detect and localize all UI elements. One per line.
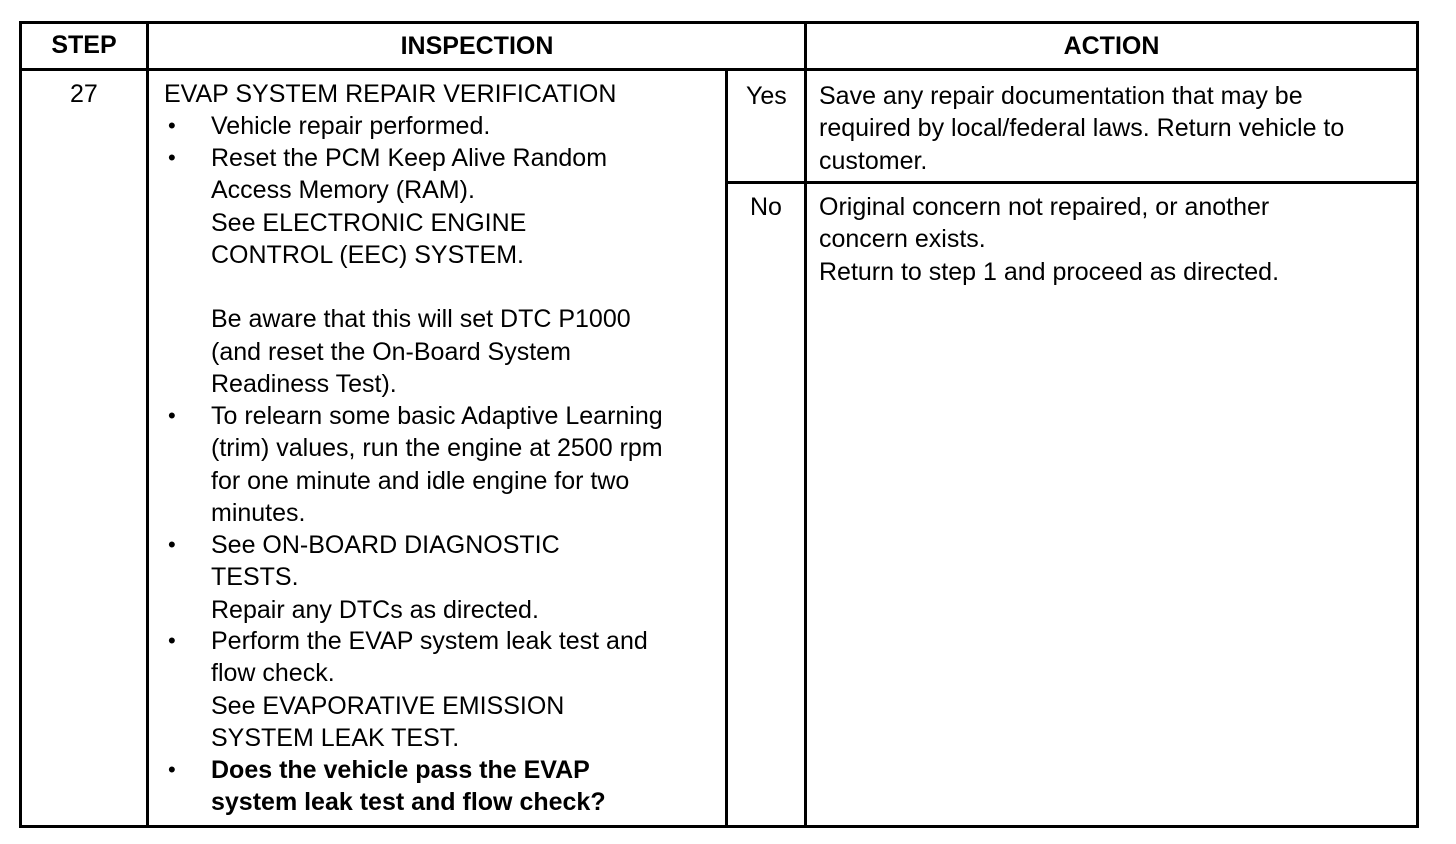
yes-no-divider (725, 181, 1419, 184)
inspection-bullet (211, 400, 663, 529)
bullet-icon: • (168, 403, 176, 428)
bullet-line: See ON-BOARD DIAGNOSTIC (211, 531, 560, 559)
bullet-line: See ELECTRONIC ENGINE (211, 208, 527, 237)
bullet-line: Does the vehicle pass the EVAP (211, 756, 590, 784)
bullet-line: Repair any DTCs as directed. (211, 595, 539, 624)
yes-action (819, 80, 1344, 177)
bullet-line: Access Memory (RAM). (211, 176, 475, 205)
bullet-icon: • (168, 757, 176, 782)
header-inspection: INSPECTION (400, 32, 554, 60)
bullet-line: Reset the PCM Keep Alive Random (211, 144, 608, 172)
bullet-line: (trim) values, run the engine at 2500 rpm (211, 434, 663, 463)
action-line: concern exists. (819, 225, 986, 254)
bullet-line: system leak test and flow check? (211, 788, 606, 817)
bullet-line: See EVAPORATIVE EMISSION (211, 691, 565, 720)
no-action (819, 191, 1279, 288)
bullet-line (211, 271, 631, 303)
inspection-bullet (211, 625, 648, 754)
action-line: required by local/federal laws. Return vehicle to (819, 114, 1345, 143)
header-step: STEP (51, 31, 117, 59)
bullet-line: minutes. (211, 498, 306, 527)
bullet-line: Be aware that this will set DTC P1000 (211, 305, 631, 334)
bullet-line: Perform the EVAP system leak test and (211, 627, 648, 655)
step-number: 27 (70, 80, 98, 108)
column-divider (804, 21, 807, 828)
action-line: Save any repair documentation that may be (819, 82, 1303, 110)
bullet-icon: • (168, 145, 176, 170)
action-line: Return to step 1 and proceed as directed. (819, 257, 1280, 286)
bullet-icon: • (168, 113, 176, 138)
inspection-bullet (211, 142, 631, 400)
header-action: ACTION (1063, 32, 1160, 60)
bullet-line: To relearn some basic Adaptive Learning (211, 402, 663, 430)
bullet-line: flow check. (211, 659, 335, 688)
header-divider (19, 68, 1419, 71)
bullet-line: for one minute and idle engine for two (211, 466, 630, 495)
bullet-line: TESTS. (211, 563, 299, 592)
bullet-line: Readiness Test). (211, 370, 397, 399)
bullet-icon: • (168, 532, 176, 557)
bullet-line: CONTROL (EEC) SYSTEM. (211, 240, 524, 269)
bullet-line: Vehicle repair performed. (211, 112, 491, 140)
action-line: customer. (819, 146, 928, 175)
no-label: No (750, 193, 782, 221)
bullet-line: (and reset the On-Board System (211, 337, 571, 366)
bullet-icon: • (168, 628, 176, 653)
column-divider (146, 21, 149, 828)
action-line: Original concern not repaired, or another (819, 193, 1270, 221)
bullet-line: SYSTEM LEAK TEST. (211, 723, 460, 752)
inspection-title: EVAP SYSTEM REPAIR VERIFICATION (164, 80, 617, 108)
inspection-bullet (211, 110, 490, 142)
inspection-bullet (211, 529, 560, 626)
yes-label: Yes (746, 82, 787, 110)
inspection-question (211, 754, 606, 819)
